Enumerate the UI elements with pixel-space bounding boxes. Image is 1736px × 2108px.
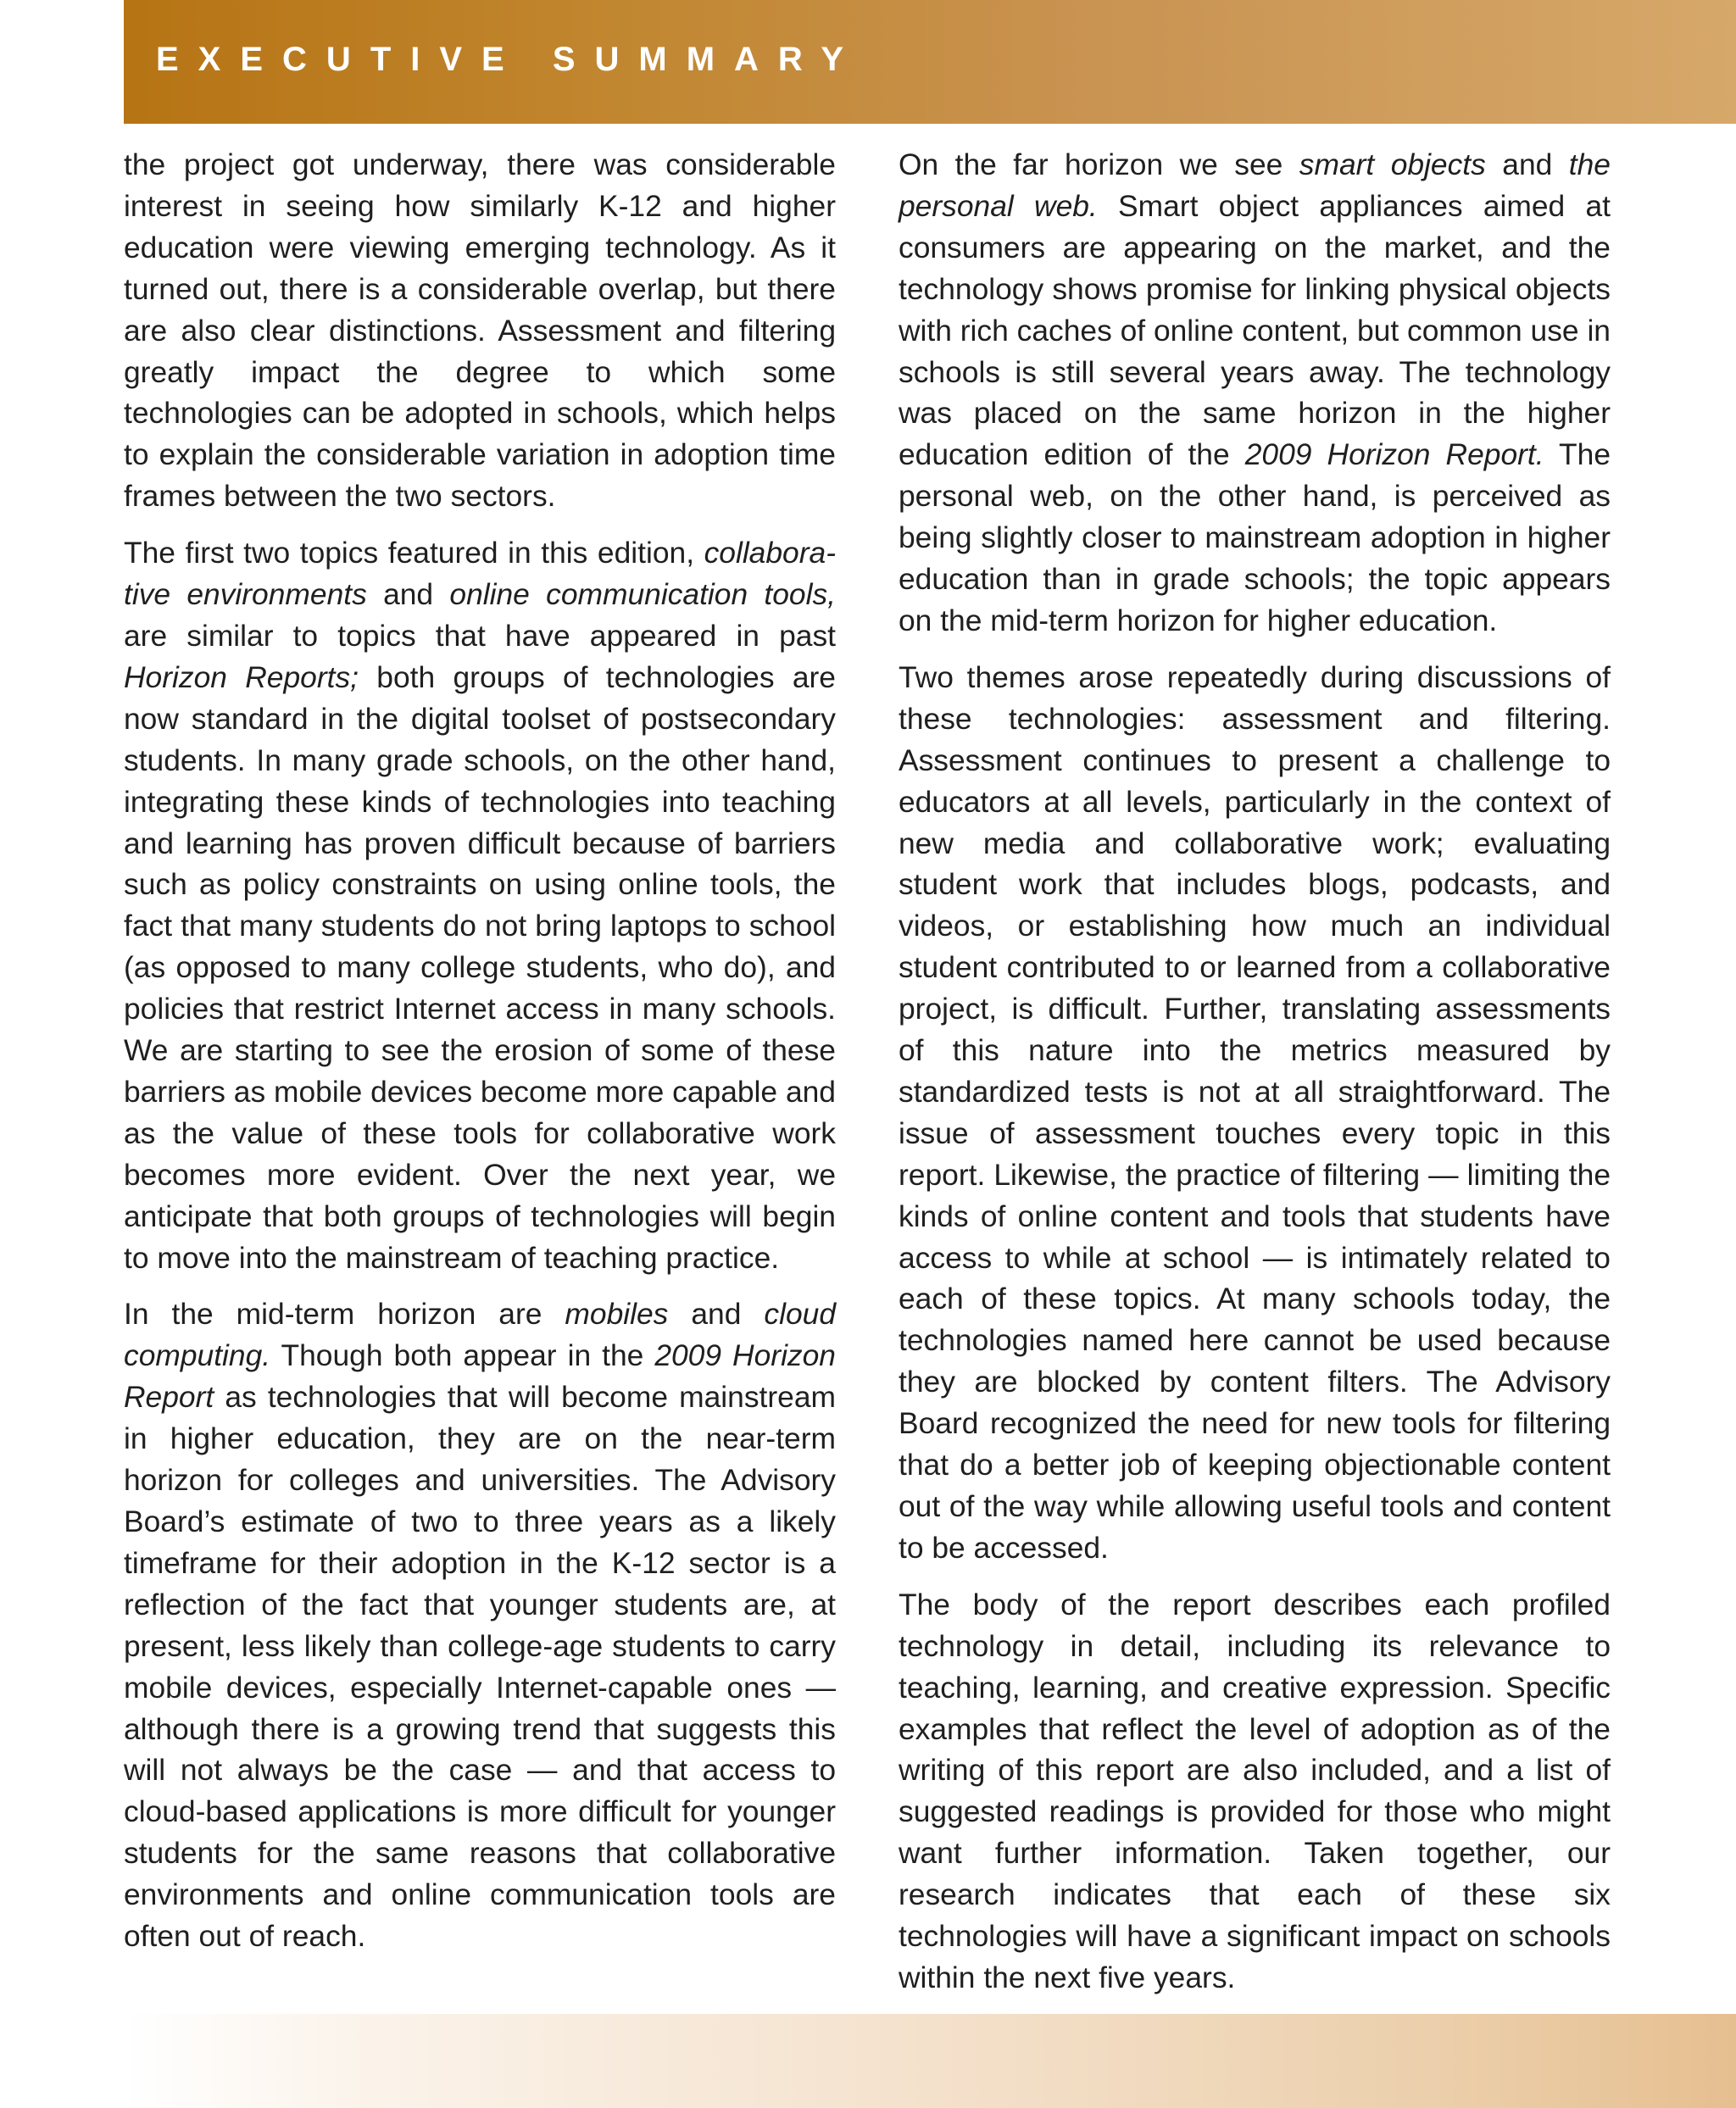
paragraph-text: On the far horizon we see	[899, 147, 1299, 181]
report-title-reference: 2009 Horizon Report.	[1244, 437, 1544, 472]
paragraph-near-term-topics	[124, 532, 836, 1278]
topic-collaborative-environments: collaborative environments	[124, 536, 836, 612]
paragraph-report-body	[899, 1584, 1611, 1999]
paragraph-text: The first two topics featured in this edition,	[124, 536, 704, 570]
report-title-reference: Horizon Reports;	[124, 659, 359, 694]
paragraph-text: both groups of technologies are now standard in the digital toolset of postsecondary students. In many grade schools, on the other hand, integrating these kinds of technologies into teaching and learning has proven difficult because of barriers such as policy constraints on using online tools, the fact that many students do not bring laptops to school (as opposed to many college students, who do), and policies that restrict Internet access in many schools. We are starting to see the erosion of some of these barriers as mobile devices become more capable and as the value of these tools for collaborative work becomes more evident. Over the next year, we anticipate that both groups of technologies will begin to move into the mainstream of teaching practice.	[124, 659, 836, 1275]
paragraph-text: In the mid-term horizon are	[124, 1297, 565, 1332]
left-column	[124, 144, 836, 1972]
right-column	[899, 144, 1611, 2014]
topic-smart-objects: smart objects	[1299, 147, 1486, 181]
paragraph-text: as technologies that will become mainstream in higher education, they are on the near-term horizon for colleges and universities. The Advisory Board’s estimate of two to three years as a likely timeframe for their adoption in the K-12 sector is a reflection of the fact that younger students are, at present, less likely than college-age students to carry mobile devices, especially Internet-capable ones — although there is a growing trend that suggests this will not always be the case — and that access to cloud-based applications is more difficult for younger students for the same reasons that collaborative environments and online communication tools are often out of reach.	[124, 1380, 836, 1954]
paragraph-far-term-topics	[899, 144, 1611, 642]
topic-online-communication-tools: online communication tools,	[449, 577, 837, 612]
header-band	[124, 0, 1736, 124]
topic-cloud-computing: cloud computing.	[124, 1297, 836, 1373]
paragraph-project-overlap	[124, 144, 836, 517]
paragraph-mid-term-topics	[124, 1293, 836, 1957]
paragraph-text: The personal web, on the other hand, is perceived as being slightly closer to mainstream adoption in higher education than in grade schools; the topic appears on the mid-term horizon for higher education.	[899, 437, 1611, 637]
paragraph-text: Though both appear in the	[270, 1338, 655, 1373]
paragraph-themes	[899, 657, 1611, 1569]
paragraph-text: The body of the report describes each profiled technology in detail, including its relevance to teaching, learning, and creative expression. Specific examples that reflect the level of adoption as of the writing of this report are also included, and a list of suggested readings is provided for those who might want further information. Taken together, our research indicates that each of these six technologies will have a significant impact on schools within the next five years.	[899, 1587, 1611, 1994]
paragraph-text: and	[668, 1297, 765, 1332]
paragraph-text: are similar to topics that have appeared in past	[124, 618, 836, 653]
section-title: EXECUTIVE SUMMARY	[156, 41, 864, 78]
topic-personal-web: the personal web.	[899, 147, 1611, 223]
paragraph-text: and	[1485, 147, 1569, 181]
footer-band	[124, 2014, 1736, 2108]
topic-mobiles: mobiles	[565, 1297, 669, 1332]
paragraph-text: Two themes arose repeatedly during discussions of these technologies: assessment and filtering. Assessment continues to present a challenge to educators at all levels, particularly in the context of new media and collaborative work; evaluating student work that includes blogs, podcasts, and videos, or establishing how much an individual student contributed to or learned from a collaborative project, is difficult. Further, translating assessments of this nature into the metrics measured by standardized tests is not at all straightforward. The issue of assessment touches every topic in this report. Likewise, the practice of filtering — limiting the kinds of online content and tools that students have access to while at school — is intimately related to each of these topics. At many schools today, the technologies named here cannot be used because they are blocked by content filters. The Advisory Board recognized the need for new tools for filtering that do a better job of keeping objectionable content out of the way while allowing useful tools and content to be accessed.	[899, 659, 1611, 1565]
paragraph-text: Smart object appliances aimed at consumers are appearing on the market, and the technology shows promise for linking physical objects with rich caches of online content, but common use in schools is still several years away. The technology was placed on the same horizon in the higher education edition of the	[899, 188, 1611, 472]
paragraph-text: and	[366, 577, 450, 612]
report-title-reference: 2009 Horizon Report	[124, 1338, 836, 1415]
paragraph-text: the project got underway, there was considerable interest in seeing how similarly K-12 and higher education were viewing emerging technology. As it turned out, there is a considerable overlap, but there are also clear distinctions. Assessment and filtering greatly impact the degree to which some technologies can be adopted in schools, which helps to explain the considerable variation in adoption time frames between the two sectors.	[124, 147, 836, 514]
